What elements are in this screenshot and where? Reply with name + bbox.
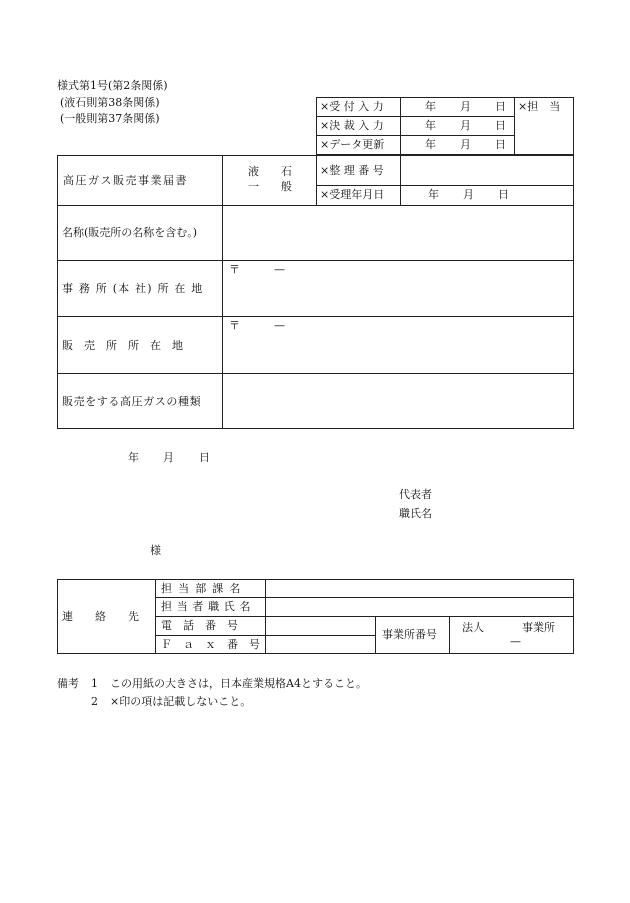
type-ippan: 一 般	[248, 180, 292, 193]
department-field[interactable]	[266, 580, 573, 597]
sales-office-address-field[interactable]	[223, 334, 573, 372]
addressee-sama: 様	[150, 544, 161, 557]
date-month: 月	[460, 100, 471, 113]
postal-mark: 〒	[229, 319, 240, 332]
tantousha-label: 担 当 者 職 氏 名	[161, 600, 252, 613]
date-month: 月	[460, 138, 471, 151]
form-title	[63, 175, 216, 186]
postal-dash: —	[274, 263, 285, 276]
gas-type-field[interactable]	[223, 374, 573, 428]
juri-date-label: ×受理年月日	[320, 188, 385, 201]
form-title-text: 高圧ガス販売事業届書	[63, 174, 188, 187]
note-2-number: 2	[91, 695, 98, 708]
sub-reference-1: (液石則第38条関係)	[60, 96, 160, 109]
date-line-year: 年	[128, 451, 139, 464]
name-label: 名称(販売所の名称を含む。)	[62, 226, 198, 239]
sales-office-label: 販 売 所 所 在 地	[62, 339, 183, 352]
postal-mark: 〒	[229, 263, 240, 276]
date-day: 日	[495, 100, 506, 113]
date-day: 日	[495, 119, 506, 132]
tantou-label: ×担 当	[518, 100, 561, 113]
head-office-label: 事 務 所 (本 社) 所 在 地	[62, 282, 204, 295]
corporation-label: 法人	[462, 621, 484, 634]
date-line-month: 月	[163, 451, 174, 464]
representative-label: 代表者	[399, 488, 432, 501]
contact-label: 連 絡 先	[62, 610, 139, 623]
data-koshin-label: ×データ更新	[320, 138, 385, 151]
seiri-bango-label: ×整 理 番 号	[320, 164, 384, 177]
note-2-text: ×印の項は記載しないこと。	[110, 695, 252, 708]
juri-month: 月	[463, 188, 474, 201]
gas-type-label: 販売をする高圧ガスの種類	[62, 395, 202, 408]
date-line-day: 日	[199, 451, 210, 464]
kessai-label: ×決 裁 入 力	[320, 119, 384, 132]
office-label: 事業所	[522, 621, 555, 634]
head-office-address-field[interactable]	[223, 278, 573, 315]
office-number-label: 事業所番号	[382, 628, 437, 641]
date-year: 年	[425, 100, 436, 113]
phone-field[interactable]	[266, 617, 374, 635]
phone-label: 電 話 番 号	[161, 619, 238, 632]
uketsuke-label: ×受 付 入 力	[320, 100, 384, 113]
name-field[interactable]	[223, 206, 573, 259]
tantou-bukamei-label: 担 当 部 課 名	[161, 582, 242, 595]
office-number-dash: —	[510, 635, 521, 648]
date-month: 月	[460, 119, 471, 132]
form-number: 様式第1号(第2条関係)	[57, 79, 168, 92]
person-field[interactable]	[266, 598, 573, 616]
fax-field[interactable]	[266, 636, 374, 653]
date-year: 年	[425, 119, 436, 132]
juri-year: 年	[428, 188, 439, 201]
type-ekiseki: 液 石	[248, 165, 292, 178]
date-year: 年	[425, 138, 436, 151]
date-day: 日	[495, 138, 506, 151]
title-name-label: 職氏名	[399, 507, 432, 520]
fax-label: Ｆ ａ ｘ 番 号	[161, 638, 260, 651]
note-1-text: この用紙の大きさは，日本産業規格A4とすること。	[110, 677, 367, 690]
notes-prefix: 備考	[57, 677, 79, 690]
juri-day: 日	[498, 188, 509, 201]
sub-reference-2: (一般則第37条関係)	[60, 112, 160, 125]
postal-dash: —	[274, 319, 285, 332]
note-1-number: 1	[91, 677, 98, 690]
